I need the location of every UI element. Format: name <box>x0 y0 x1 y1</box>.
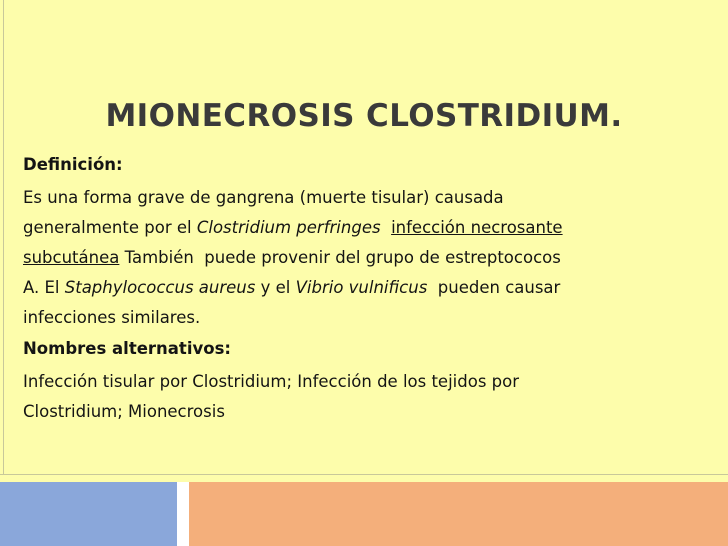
definition-line-3 <box>23 243 713 273</box>
clostridium-perfringes-term: Clostridium perfringes <box>196 218 381 237</box>
definition-text-5: infecciones similares. <box>23 308 201 327</box>
definition-text-2b <box>381 218 392 237</box>
footer-bar-gap <box>177 482 189 546</box>
alternatives-heading: Nombres alternativos: <box>23 339 231 358</box>
definition-line-2 <box>23 213 713 243</box>
vibrio-vulnificus-term: Vibrio vulnificus <box>295 278 428 297</box>
definition-text-4a: A. El <box>23 278 65 297</box>
definition-text-1: Es una forma grave de gangrena (muerte tisular) causada <box>23 188 504 207</box>
alternatives-line-2 <box>23 397 713 427</box>
footer-bar-blue <box>0 482 177 546</box>
definition-line-1 <box>23 183 713 213</box>
definition-heading: Definición: <box>23 155 123 174</box>
footer-bar-orange <box>189 482 728 546</box>
slide-content <box>23 150 713 427</box>
staphylococcus-aureus-term: Staphylococcus aureus <box>64 278 256 297</box>
left-rule <box>3 0 4 474</box>
definition-text-4b: y el <box>255 278 296 297</box>
infeccion-necrosante-link[interactable]: infección necrosante <box>391 218 563 237</box>
subcutanea-link[interactable]: subcutánea <box>23 248 120 267</box>
bottom-rule <box>0 474 728 475</box>
alternatives-line-1 <box>23 367 713 397</box>
definition-line-5 <box>23 303 713 333</box>
definition-line-4 <box>23 273 713 303</box>
definition-text-2a: generalmente por el <box>23 218 197 237</box>
definition-text-4c: pueden causar <box>427 278 561 297</box>
alternatives-paragraph <box>23 367 713 427</box>
alternatives-text-2: Clostridium; Mionecrosis <box>23 402 225 421</box>
definition-text-3b: También puede provenir del grupo de estreptococos <box>119 248 561 267</box>
definition-paragraph <box>23 183 713 333</box>
alternatives-text-1: Infección tisular por Clostridium; Infección de los tejidos por <box>23 372 520 391</box>
slide-title: MIONECROSIS CLOSTRIDIUM. <box>105 98 623 134</box>
